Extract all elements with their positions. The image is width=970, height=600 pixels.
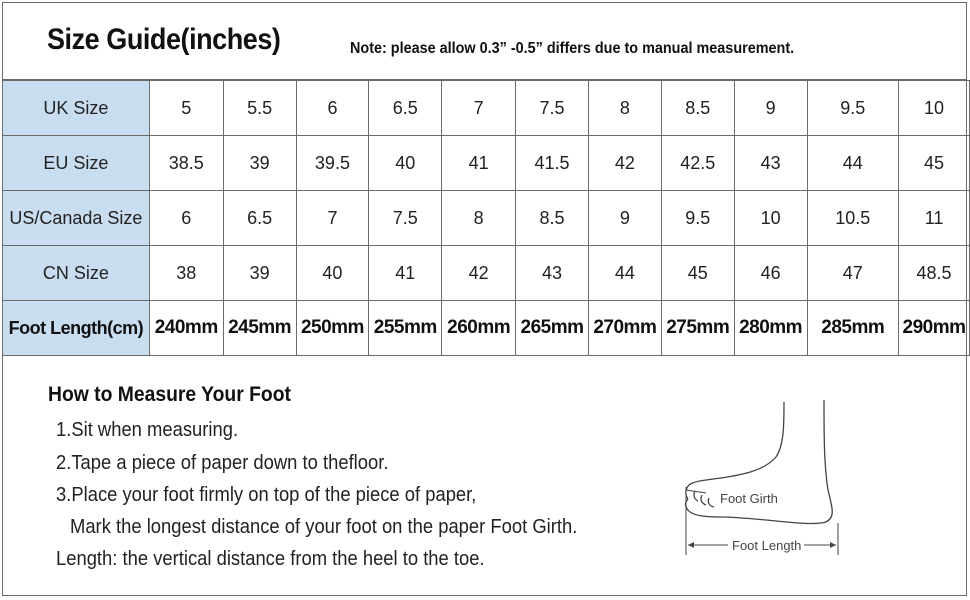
table-cell: 5.5 — [223, 81, 296, 136]
row-label: Foot Length(cm) — [3, 301, 150, 356]
table-cell: 46 — [734, 246, 807, 301]
table-cell: 255mm — [369, 301, 442, 356]
measure-instructions — [48, 383, 578, 570]
table-cell: 265mm — [516, 301, 589, 356]
instruction-step-2: 2.Tape a piece of paper down to thefloor. — [56, 452, 389, 474]
table-cell: 240mm — [149, 301, 223, 356]
table-cell: 7.5 — [516, 81, 589, 136]
table-cell: 245mm — [223, 301, 296, 356]
table-cell: 6 — [149, 191, 223, 246]
table-cell: 6.5 — [369, 81, 442, 136]
table-cell: 285mm — [807, 301, 899, 356]
table-cell: 42 — [588, 136, 661, 191]
table-row-us — [3, 191, 970, 246]
header — [3, 3, 966, 80]
instruction-step-1: 1.Sit when measuring. — [56, 419, 239, 441]
measurement-note: Note: please allow 0.3” -0.5” differs due to manual measurement. — [350, 40, 795, 57]
table-cell: 43 — [734, 136, 807, 191]
table-cell: 39.5 — [296, 136, 369, 191]
size-table — [2, 80, 970, 356]
table-cell: 8.5 — [516, 191, 589, 246]
table-row-eu — [3, 136, 970, 191]
row-label: US/Canada Size — [3, 191, 150, 246]
table-cell: 8.5 — [661, 81, 734, 136]
table-cell: 270mm — [588, 301, 661, 356]
table-row-cn — [3, 246, 970, 301]
table-cell: 280mm — [734, 301, 807, 356]
instructions-heading: How to Measure Your Foot — [48, 383, 291, 406]
table-cell: 40 — [369, 136, 442, 191]
table-cell: 8 — [442, 191, 516, 246]
instruction-length: Length: the vertical distance from the heel to the toe. — [56, 548, 485, 570]
table-cell: 38 — [149, 246, 223, 301]
table-cell: 10 — [899, 81, 970, 136]
table-cell: 7 — [442, 81, 516, 136]
table-cell: 6.5 — [223, 191, 296, 246]
row-label: UK Size — [3, 81, 150, 136]
table-cell: 47 — [807, 246, 899, 301]
table-cell: 260mm — [442, 301, 516, 356]
table-cell: 9.5 — [661, 191, 734, 246]
table-cell: 11 — [899, 191, 970, 246]
table-cell: 6 — [296, 81, 369, 136]
table-cell: 43 — [516, 246, 589, 301]
table-cell: 45 — [661, 246, 734, 301]
table-cell: 10 — [734, 191, 807, 246]
row-label: CN Size — [3, 246, 150, 301]
table-cell: 7.5 — [369, 191, 442, 246]
table-cell: 250mm — [296, 301, 369, 356]
table-cell: 9 — [588, 191, 661, 246]
page-title: Size Guide(inches) — [47, 23, 281, 56]
foot-illustration — [676, 395, 846, 565]
foot-girth-label: Foot Girth — [720, 491, 778, 506]
table-cell: 10.5 — [807, 191, 899, 246]
table-cell: 39 — [223, 246, 296, 301]
table-cell: 38.5 — [149, 136, 223, 191]
table-cell: 275mm — [661, 301, 734, 356]
instruction-step-3-cont: Mark the longest distance of your foot on the paper Foot Girth. — [70, 516, 578, 538]
table-cell: 8 — [588, 81, 661, 136]
table-cell: 5 — [149, 81, 223, 136]
table-cell: 44 — [807, 136, 899, 191]
table-cell: 7 — [296, 191, 369, 246]
table-cell: 42.5 — [661, 136, 734, 191]
table-cell: 41.5 — [516, 136, 589, 191]
table-cell: 41 — [442, 136, 516, 191]
foot-length-label: Foot Length — [732, 538, 802, 553]
table-cell: 45 — [899, 136, 970, 191]
table-cell: 40 — [296, 246, 369, 301]
table-cell: 39 — [223, 136, 296, 191]
table-cell: 290mm — [899, 301, 970, 356]
row-label: EU Size — [3, 136, 150, 191]
table-cell: 9 — [734, 81, 807, 136]
table-cell: 48.5 — [899, 246, 970, 301]
table-row-foot-length — [3, 301, 970, 356]
table-row-uk — [3, 81, 970, 136]
table-cell: 42 — [442, 246, 516, 301]
instruction-step-3: 3.Place your foot firmly on top of the piece of paper, — [56, 484, 477, 506]
table-cell: 41 — [369, 246, 442, 301]
table-cell: 9.5 — [807, 81, 899, 136]
table-cell: 44 — [588, 246, 661, 301]
